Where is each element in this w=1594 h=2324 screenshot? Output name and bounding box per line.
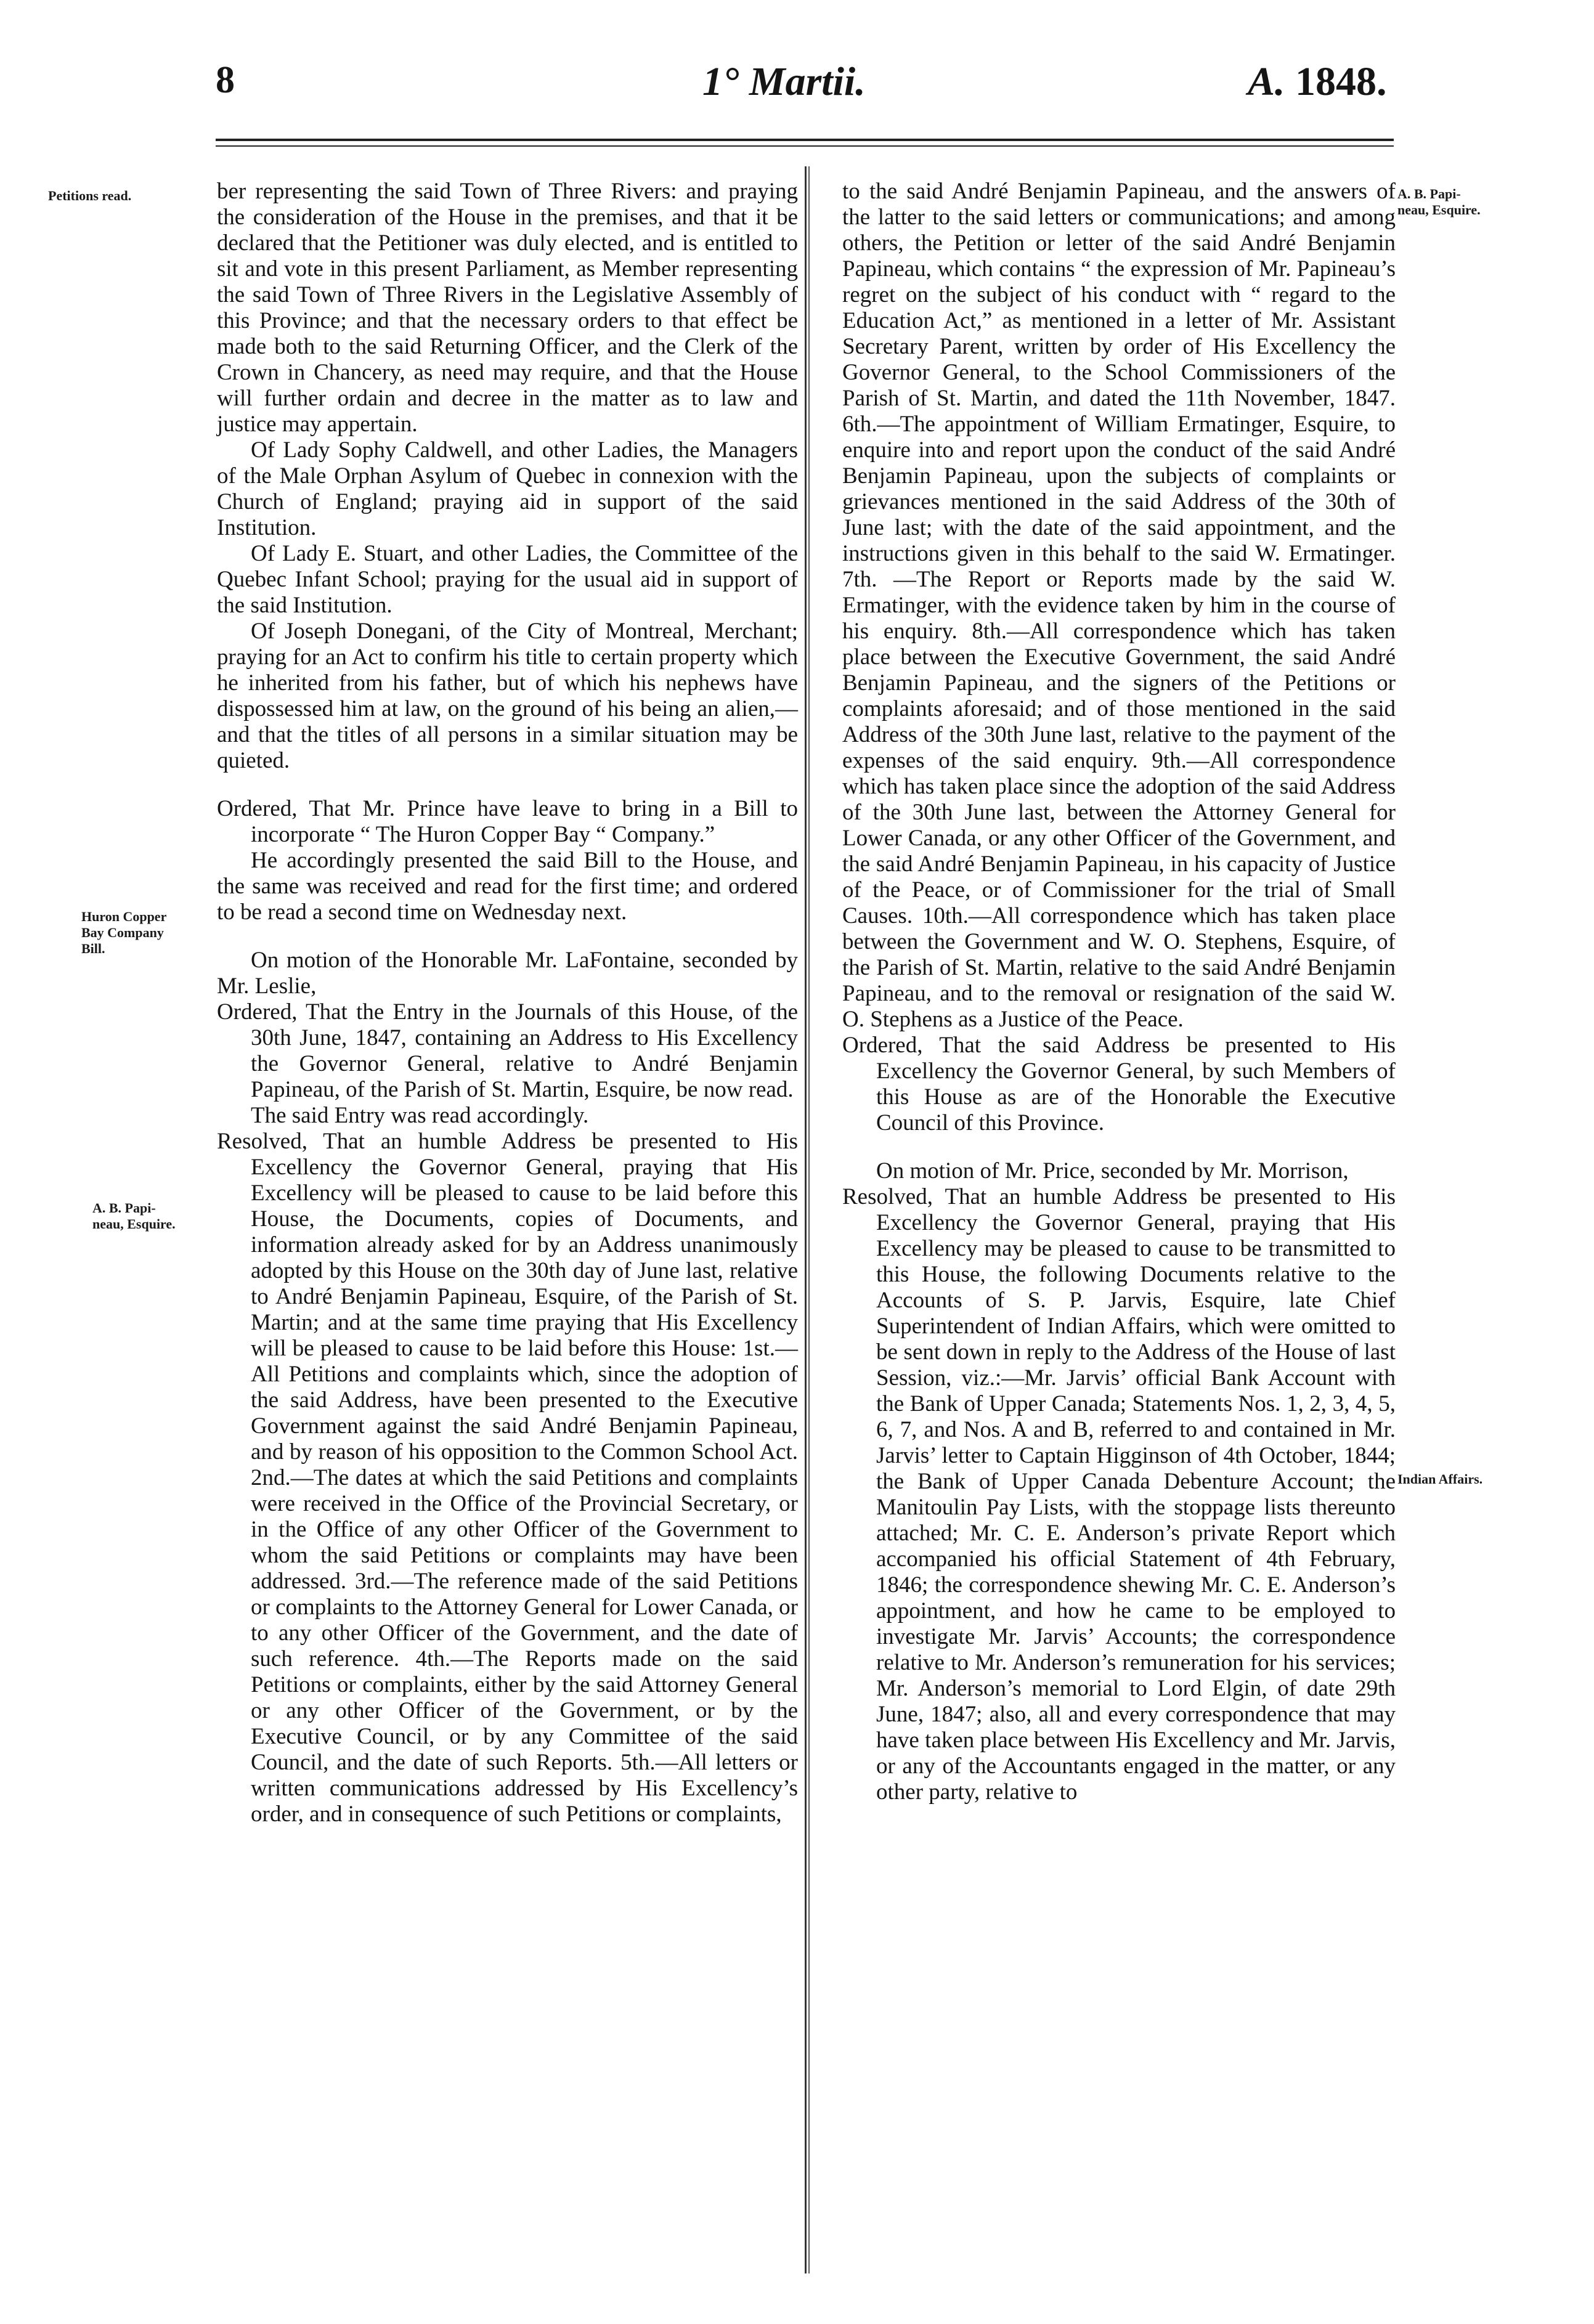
column-divider-inner: [808, 166, 810, 2273]
page-header: [0, 59, 1594, 126]
margin-note-huron-line2: Bay Company: [81, 925, 164, 940]
margin-note-huron-line1: Huron Copper: [81, 909, 167, 924]
margin-note-petitions-read: Petitions read.: [48, 188, 132, 203]
year-prefix: A.: [1248, 59, 1285, 104]
year-value: 1848.: [1295, 59, 1387, 104]
header-rule-thin: [216, 145, 1394, 147]
margin-note-papineau-right-line1: A. B. Papi-: [1397, 186, 1461, 201]
left-column: [217, 179, 798, 1827]
spacer: [217, 925, 798, 948]
margin-note-huron: [81, 909, 214, 957]
paragraph-ordered-address-presented: Ordered, That the said Address be presented to His Excellency the Governor General, by such Members of this House as are of the Honorable the Executive Council of this Province.: [842, 1033, 1396, 1136]
paragraph-resolved-papineau-address: Resolved, That an humble Address be presented to His Excellency the Governor General, praying that His Excellency will be pleased to cause to be laid before this House, the Documents, copies of Documents, and information already asked for by an Address unanimously adopted by this House on the 30th day of June last, relative to André Benjamin Papineau, Esquire, of the Parish of St. Martin; and at the same time praying that His Excellency will be pleased to cause to be laid before this House: 1st.—All Petitions and complaints which, since the adoption of the said Address, have been presented to the Executive Government against the said André Benjamin Papineau, and by reason of his opposition to the Common School Act. 2nd.—The dates at which the said Petitions and complaints were received in the Office of the Provincial Secretary, or in the Office of any other Officer of the Government to whom the said Petitions or complaints may have been addressed. 3rd.—The reference made of the said Petitions or complaints to the Attorney General for Lower Canada, or to any other Officer of the Government, and the date of such reference. 4th.—The Reports made on the said Petitions or complaints, either by the said Attorney General or any other Officer of the Government, or by the Executive Council, or by any Committee of the said Council, and the date of such Reports. 5th.—All letters or written communications addressed by His Excellency’s order, and in consequence of such Petitions or complaints,: [217, 1129, 798, 1827]
paragraph-petition-donegani: Of Joseph Donegani, of the City of Montreal, Merchant; praying for an Act to confirm his title to certain property which he inherited from his father, but of which his nephews have dispossessed him at law, on the ground of his being an alien,—and that the titles of all persons in a similar situation may be quieted.: [217, 619, 798, 773]
right-column: [842, 179, 1396, 1805]
margin-note-papineau-left-line1: A. B. Papi-: [92, 1200, 156, 1216]
running-title: 1° Martii.: [702, 59, 866, 104]
margin-note-papineau-left: [92, 1200, 216, 1232]
paragraph-petition-infant-school: Of Lady E. Stuart, and other Ladies, the Committee of the Quebec Infant School; praying for the usual aid in support of the said Institution.: [217, 541, 798, 618]
margin-note-papineau-right: [1397, 186, 1496, 218]
margin-note-papineau-left-line2: neau, Esquire.: [92, 1216, 176, 1232]
year-heading: [1248, 59, 1387, 105]
page-number: 8: [216, 59, 235, 101]
paragraph-motion-lafontaine: On motion of the Honorable Mr. LaFontaine, seconded by Mr. Leslie,: [217, 948, 798, 999]
column-divider: [805, 166, 807, 2273]
paragraph-entry-read: The said Entry was read accordingly.: [251, 1103, 589, 1128]
paragraph-ordered-entry-read: Ordered, That the Entry in the Journals of this House, of the 30th June, 1847, containing an Address to His Excellency the Governor General, relative to André Benjamin Papineau, of the Parish of St. Martin, Esquire, be now read.: [217, 999, 798, 1102]
paragraph-papineau-continued: to the said André Benjamin Papineau, and the answers of the latter to the said letters or communications; and among others, the Petition or letter of the said André Benjamin Papineau, which contains “ the expression of Mr. Papineau’s regret on the subject of his conduct with “ regard to the Education Act,” as mentioned in a letter of Mr. Assistant Secretary Parent, written by order of His Excellency the Governor General, to the School Commissioners of the Parish of St. Martin, and dated the 11th November, 1847. 6th.—The appointment of William Ermatinger, Esquire, to enquire into and report upon the conduct of the said André Benjamin Papineau, upon the subjects of complaints or grievances mentioned in the said Address of the 30th of June last; with the date of the said appointment, and the instructions given in this behalf to the said W. Ermatinger. 7th. —The Report or Reports made by the said W. Ermatinger, with the evidence taken by him in the course of his enquiry. 8th.—All correspondence which has taken place between the Executive Government, the said André Benjamin Papineau, and the signers of the Petitions or complaints aforesaid; and of those mentioned in the said Address of the 30th June last, relative to the payment of the expenses of the said enquiry. 9th.—All correspondence which has taken place since the adoption of the said Address of the 30th June last, between the Attorney General for Lower Canada, or any other Officer of the Government, and the said André Benjamin Papineau, in his capacity of Justice of the Peace, or of Commissioner for the trial of Small Causes. 10th.—All correspondence which has taken place between the Government and W. O. Stephens, Esquire, of the Parish of St. Martin, relative to the said André Benjamin Papineau, and to the removal or resignation of the said W. O. Stephens as a Justice of the Peace.: [842, 179, 1396, 1032]
header-rule-thick: [216, 139, 1394, 141]
paragraph-bill-presented: He accordingly presented the said Bill to the House, and the same was received and read for the first time; and ordered to be read a second time on Wednesday next.: [217, 848, 798, 925]
paragraph-petition-orphan-asylum: Of Lady Sophy Caldwell, and other Ladies, the Managers of the Male Orphan Asylum of Quebec in connexion with the Church of England; praying aid in support of the said Institution.: [217, 437, 798, 540]
paragraph-petition-three-rivers: ber representing the said Town of Three Rivers: and praying the consideration of the House in the premises, and that it be declared that the Petitioner was duly elected, and is entitled to sit and vote in this present Parliament, as Member representing the said Town of Three Rivers in the Legislative Assembly of this Province; and that the necessary orders to that effect be made both to the said Returning Officer, and the Clerk of the Crown in Chancery, as need may require, and that the House will further ordain and decree in the matter as to law and justice may appertain.: [217, 179, 798, 437]
margin-note-huron-line3: Bill.: [81, 941, 105, 956]
paragraph-ordered-huron-bill: Ordered, That Mr. Prince have leave to bring in a Bill to incorporate “ The Huron Copper Bay “ Company.”: [217, 796, 798, 847]
spacer: [842, 1136, 1396, 1158]
paragraph-motion-price: On motion of Mr. Price, seconded by Mr. Morrison,: [876, 1158, 1349, 1184]
paragraph-resolved-jarvis-accounts: Resolved, That an humble Address be presented to His Excellency the Governor General, praying that His Excellency may be pleased to cause to be transmitted to this House, the following Documents relative to the Accounts of S. P. Jarvis, Esquire, late Chief Superintendent of Indian Affairs, which were omitted to be sent down in reply to the Address of the House of last Session, viz.:—Mr. Jarvis’ official Bank Account with the Bank of Upper Canada; Statements Nos. 1, 2, 3, 4, 5, 6, 7, and Nos. A and B, referred to and contained in Mr. Jarvis’ letter to Captain Higginson of 4th October, 1844; the Bank of Upper Canada Debenture Account; the Manitoulin Pay Lists, with the stoppage lists thereunto attached; Mr. C. E. Anderson’s private Report which accompanied his official Statement of 4th February, 1846; the correspondence shewing Mr. C. E. Anderson’s appointment, and how he came to be employed to investigate Mr. Jarvis’ Accounts; the correspondence relative to Mr. Anderson’s remuneration for his services; Mr. Anderson’s memorial to Lord Elgin, of date 29th June, 1847; also, all and every correspondence that may have taken place between His Excellency and Mr. Jarvis, or any of the Accountants engaged in the matter, or any other party, relative to: [842, 1184, 1396, 1805]
margin-note-indian-affairs: Indian Affairs.: [1397, 1471, 1483, 1487]
spacer: [217, 774, 798, 796]
margin-note-papineau-right-line2: neau, Esquire.: [1397, 202, 1481, 217]
